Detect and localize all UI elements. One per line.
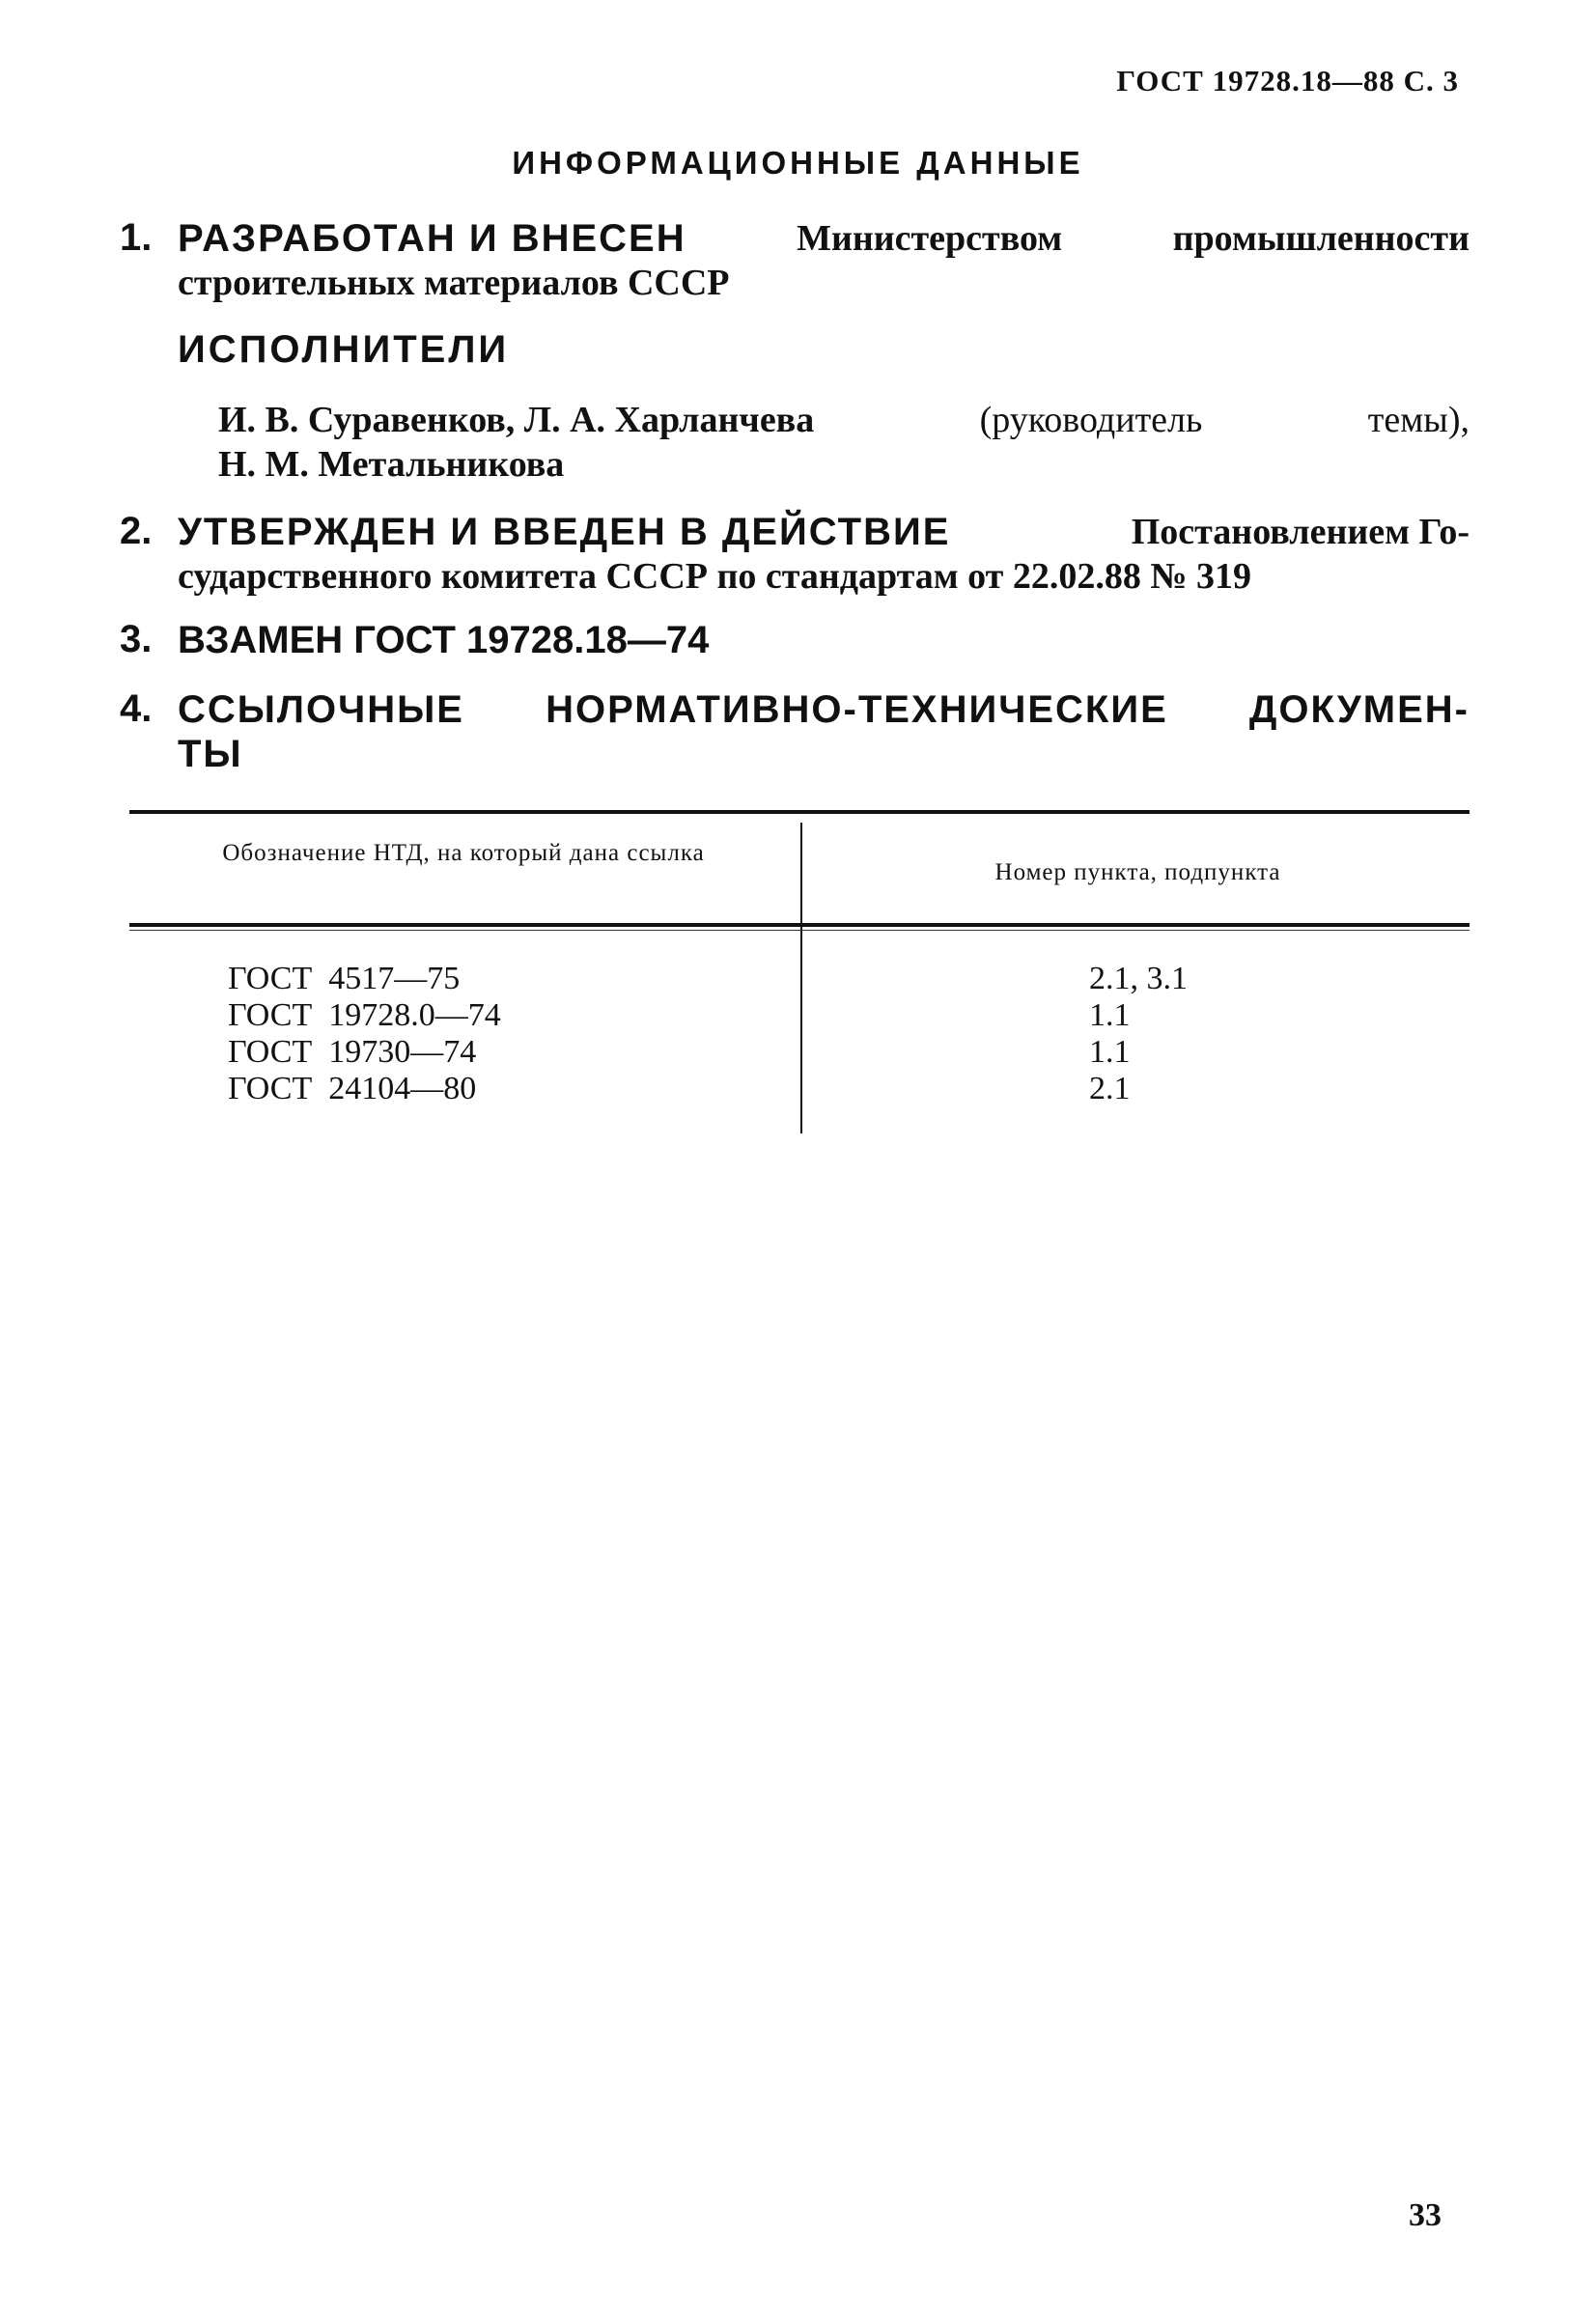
executors-line: Н. М. Метальникова (218, 444, 565, 485)
section-caps: УТВЕРЖДЕН И ВВЕДЕН В ДЕЙСТВИЕ (178, 511, 951, 553)
executors-list (218, 398, 1470, 487)
section-caps: ТЫ (178, 733, 243, 775)
section-text (178, 618, 1470, 662)
section-4 (120, 687, 1470, 784)
section-number: 2. (120, 510, 153, 552)
table-cell: 2.1, 3.1 (1089, 961, 1188, 996)
table-header-clause: Номер пункта, подпункта (994, 859, 1281, 885)
section-number: 4. (120, 687, 153, 730)
table-header-rule (129, 923, 1470, 927)
section-3 (120, 618, 1470, 666)
table-column-clause (1089, 961, 1188, 1107)
executors-role: темы), (1367, 400, 1470, 440)
table-cell: ГОСТ 19728.0—74 (228, 997, 501, 1033)
section-line: строительных материалов СССР (178, 263, 730, 303)
section-line (178, 687, 1470, 732)
section-text (178, 687, 1470, 776)
section-text (178, 216, 1470, 305)
executors-role: (руководитель (979, 400, 1203, 440)
section-text-part: Постановлением Го- (1131, 512, 1470, 552)
section-line (178, 510, 1470, 554)
table-cell: 1.1 (1089, 997, 1131, 1033)
section-text-part: промышленности (1172, 218, 1470, 259)
table-header-designation: Обозначение НТД, на который дана ссылка (222, 840, 705, 866)
table-cell: ГОСТ 24104—80 (228, 1071, 477, 1106)
section-caps: ДОКУМЕН- (1248, 688, 1470, 731)
section-line (178, 216, 1470, 261)
table-header-rule (129, 930, 1470, 931)
section-caps: РАЗРАБОТАН И ВНЕСЕН (178, 217, 686, 260)
executors-names: И. В. Суравенков, Л. А. Харланчева (218, 400, 815, 440)
section-line: сударственного комитета СССР по стандартам от 22.02.88 № 319 (178, 556, 1252, 597)
header-reference: ГОСТ 19728.18—88 С. 3 (1116, 64, 1459, 98)
section-2 (120, 510, 1470, 606)
section-caps: НОРМАТИВНО-ТЕХНИЧЕСКИЕ (546, 688, 1168, 731)
section-1 (120, 216, 1470, 313)
table-cell: 2.1 (1089, 1071, 1131, 1106)
section-number: 1. (120, 216, 153, 259)
table-column-designation (228, 961, 501, 1107)
executors-heading: ИСПОЛНИТЕЛИ (178, 328, 510, 371)
section-caps: ВЗАМЕН ГОСТ 19728.18—74 (178, 619, 710, 661)
section-number: 3. (120, 618, 153, 660)
table-top-rule (129, 810, 1470, 814)
table-cell: 1.1 (1089, 1034, 1131, 1070)
section-caps: ССЫЛОЧНЫЕ (178, 688, 464, 731)
section-text-part: Министерством (797, 218, 1063, 259)
table-cell: ГОСТ 4517—75 (228, 961, 461, 996)
section-text (178, 510, 1470, 599)
page-number: 33 (1409, 2197, 1442, 2233)
table-cell: ГОСТ 19730—74 (228, 1034, 477, 1070)
executors-line (218, 398, 1470, 442)
table-column-divider (800, 823, 802, 1133)
document-title: ИНФОРМАЦИОННЫЕ ДАННЫЕ (512, 145, 1084, 181)
